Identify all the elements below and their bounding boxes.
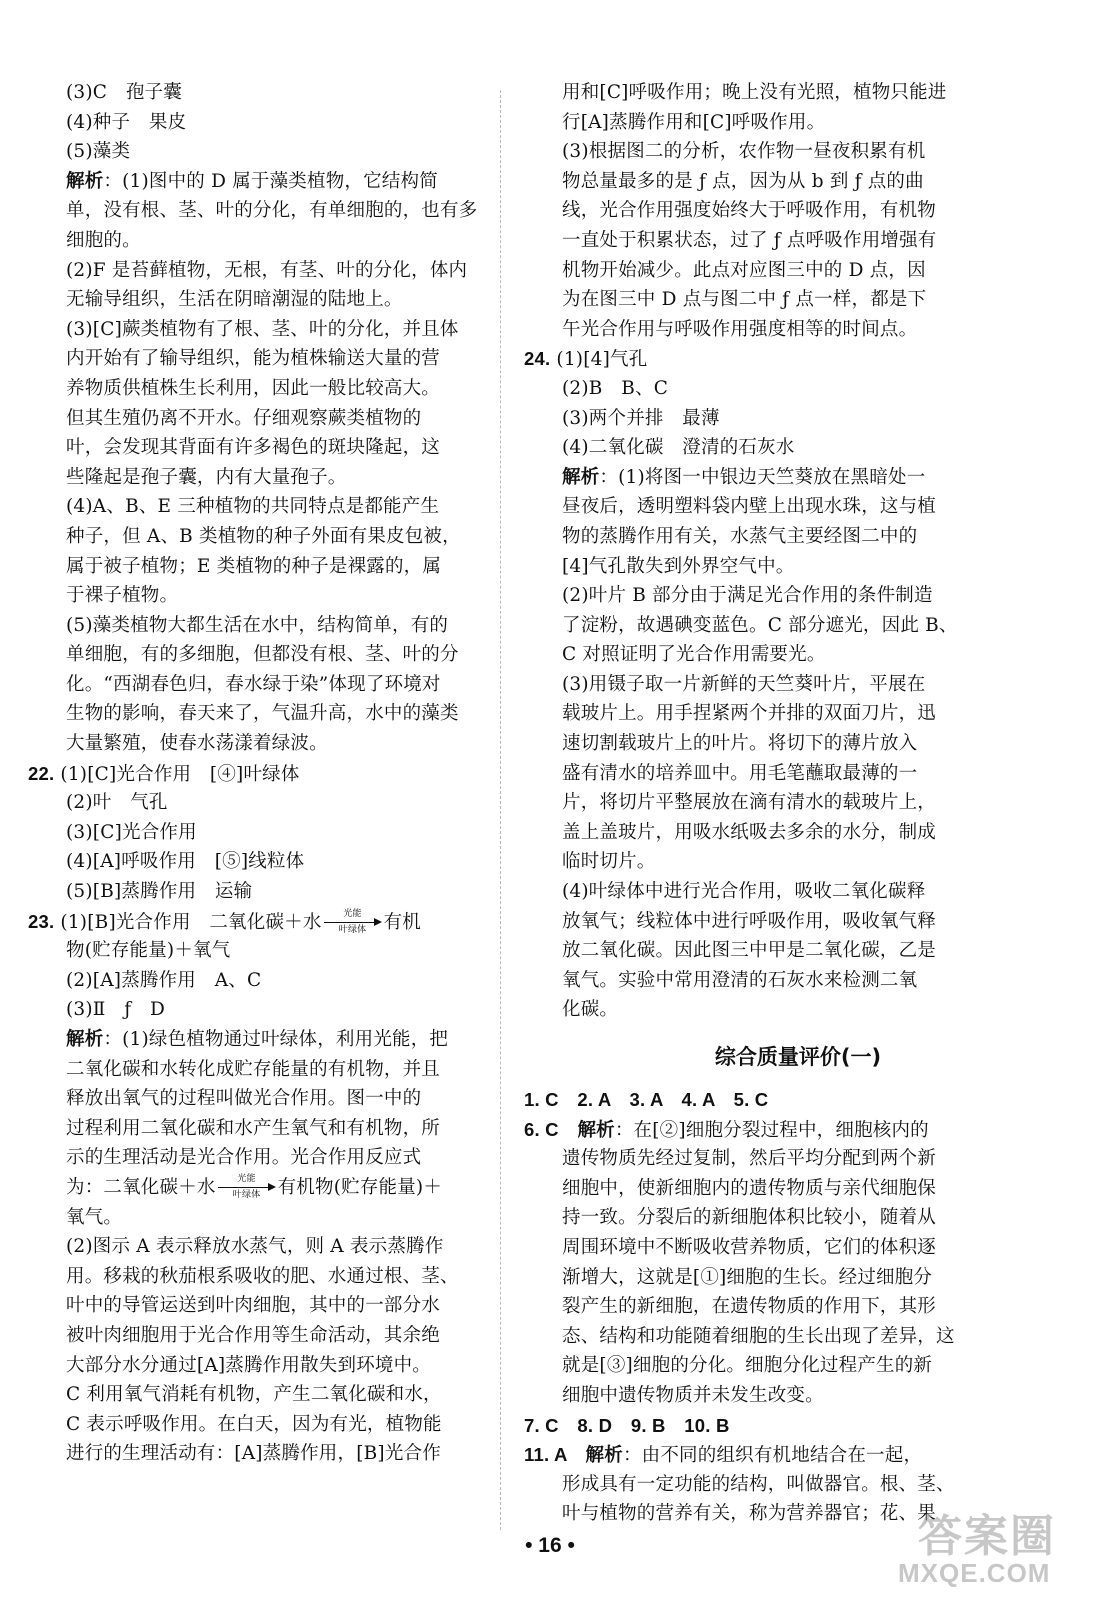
arrow-bottom-label: 叶绿体 bbox=[338, 924, 367, 935]
question-23-line-1 bbox=[28, 907, 490, 937]
text-line: 速切割载玻片上的叶片。将切下的薄片放入 bbox=[562, 733, 918, 755]
text-line: 种子，但 A、B 类植物的种子外面有果皮包被， bbox=[66, 525, 461, 547]
analysis-label: 解析 bbox=[66, 170, 104, 192]
left-column bbox=[28, 78, 490, 1469]
question-number: 11. A bbox=[524, 1444, 586, 1466]
text-span: ：由不同的组织有机地结合在一起， bbox=[622, 1445, 923, 1467]
text-line: 单细胞，有的多细胞，但都没有根、茎、叶的分 bbox=[66, 644, 459, 666]
text-line: 盖上盖玻片，用吸水纸吸去多余的水分，制成 bbox=[562, 821, 937, 843]
text-line: 大量繁殖，使春水荡漾着绿波。 bbox=[66, 733, 328, 755]
text-line: 氧气。实验中常用澄清的石灰水来检测二氧 bbox=[562, 969, 918, 991]
question-number: 22. bbox=[28, 762, 55, 784]
text-line: 遗传物质先经过复制，然后平均分配到两个新 bbox=[562, 1148, 937, 1170]
question-number: 24. bbox=[524, 348, 551, 370]
text-line: 片，将切片平整展放在滴有清水的载玻片上， bbox=[562, 792, 937, 814]
text-line: (3)根据图二的分析，农作物一昼夜积累有机 bbox=[562, 141, 926, 163]
right-column bbox=[524, 78, 1072, 1529]
text-line: (4)[A]呼吸作用 [⑤]线粒体 bbox=[66, 851, 305, 873]
text-line: 放二氧化碳。因此图三中甲是二氧化碳，乙是 bbox=[562, 940, 937, 962]
text-line: 线，光合作用强度始终大于呼吸作用，有机物 bbox=[562, 200, 937, 222]
text-line: 渐增大，这就是[①]细胞的生长。经过细胞分 bbox=[562, 1266, 933, 1288]
watermark-url: MXQE.COM bbox=[898, 1558, 1051, 1588]
text-line: (5)[B]蒸腾作用 运输 bbox=[66, 881, 253, 903]
text-line: 氧气。 bbox=[66, 1206, 123, 1228]
analysis-label: 解析 bbox=[577, 1119, 615, 1141]
text-line: (4)叶绿体中进行光合作用，吸收二氧化碳释 bbox=[562, 881, 926, 903]
text-line: 机物开始减少。此点对应图三中的 D 点，因 bbox=[562, 259, 926, 281]
text-line: C 表示呼吸作用。在白天，因为有光，植物能 bbox=[66, 1413, 442, 1435]
text-line: 过程利用二氧化碳和水产生氧气和有机物，所 bbox=[66, 1117, 441, 1139]
text-line: (5)藻类植物大都生活在水中，结构简单，有的 bbox=[66, 614, 449, 636]
text-span: 有机物(贮存能量)＋ bbox=[277, 1176, 443, 1198]
reaction-arrow bbox=[218, 1173, 276, 1200]
text-line: 但其生殖仍离不开水。仔细观察蕨类植物的 bbox=[66, 407, 422, 429]
analysis-line bbox=[524, 463, 1072, 493]
text-line: 无输导组织，生活在阴暗潮湿的陆地上。 bbox=[66, 289, 403, 311]
text-line: (3)两个并排 最薄 bbox=[562, 407, 720, 429]
analysis-line bbox=[28, 167, 490, 197]
text-line: 叶与植物的营养有关，称为营养器官；花、果 bbox=[562, 1503, 937, 1525]
page-number: • 16 • bbox=[525, 1534, 575, 1557]
text-line: (2)F 是苔藓植物，无根，有茎、叶的分化，体内 bbox=[66, 259, 468, 281]
watermark-logo bbox=[898, 1500, 1088, 1596]
text-line: 叶，会发现其背面有许多褐色的斑块隆起，这 bbox=[66, 437, 441, 459]
text-line: (4)A、B、E 三种植物的共同特点是都能产生 bbox=[66, 496, 440, 518]
text-line: [4]气孔散失到外界空气中。 bbox=[562, 555, 795, 577]
text-line: 细胞中遗传物质并未发生改变。 bbox=[562, 1384, 824, 1406]
text-line: (4)种子 果皮 bbox=[66, 111, 187, 133]
text-line: 临时切片。 bbox=[562, 851, 656, 873]
text-line: (3)Ⅱ ƒ D bbox=[66, 999, 166, 1021]
watermark-text: 答案圈 bbox=[918, 1511, 1056, 1562]
text-span: 为：二氧化碳＋水 bbox=[66, 1176, 216, 1198]
analysis-line bbox=[28, 1025, 490, 1055]
text-line: (3)用镊子取一片新鲜的天竺葵叶片，平展在 bbox=[562, 673, 926, 695]
question-11-line-1 bbox=[524, 1440, 1072, 1470]
text-line: (2)[A]蒸腾作用 A、C bbox=[66, 969, 262, 991]
text-line: 内开始有了输导组织，能为植株输送大量的营 bbox=[66, 348, 441, 370]
text-line: 午光合作用与呼吸作用强度相等的时间点。 bbox=[562, 318, 918, 340]
question-22-line-1 bbox=[28, 759, 490, 789]
text-line: 物总量最多的是 ƒ 点，因为从 b 到 ƒ 点的曲 bbox=[562, 170, 924, 192]
text-line: 进行的生理活动有：[A]蒸腾作用，[B]光合作 bbox=[66, 1443, 441, 1465]
text-line: 为在图三中 D 点与图二中 ƒ 点一样，都是下 bbox=[562, 289, 927, 311]
text-line: 属于被子植物；E 类植物的种子是裸露的，属 bbox=[66, 555, 442, 577]
arrow-shaft bbox=[218, 1187, 270, 1188]
analysis-label: 解析 bbox=[562, 466, 600, 488]
column-divider bbox=[500, 90, 501, 1530]
text-line: 被叶肉细胞用于光合作用等生命活动，其余绝 bbox=[66, 1324, 441, 1346]
text-line: 形成具有一定功能的结构，叫做器官。根、茎、 bbox=[562, 1473, 955, 1495]
text-line: 示的生理活动是光合作用。光合作用反应式 bbox=[66, 1147, 422, 1169]
text-line: 裂产生的新细胞，在遗传物质的作用下，其形 bbox=[562, 1296, 937, 1318]
text-line: 用。移栽的秋茄根系吸收的肥、水通过根、茎、 bbox=[66, 1265, 459, 1287]
text-line: 单，没有根、茎、叶的分化，有单细胞的，也有多 bbox=[66, 200, 478, 222]
text-line: 养物质供植株生长利用，因此一般比较高大。 bbox=[66, 377, 441, 399]
text-line: 叶中的导管运送到叶肉细胞，其中的一部分水 bbox=[66, 1295, 441, 1317]
text-line: (3)[C]蕨类植物有了根、茎、叶的分化，并且体 bbox=[66, 318, 459, 340]
answer-row: 1. C 2. A 3. A 4. A 5. C bbox=[524, 1089, 769, 1110]
question-number: 23. bbox=[28, 910, 55, 932]
text-line: C 对照证明了光合作用需要光。 bbox=[562, 644, 826, 666]
text-line: (5)藻类 bbox=[66, 141, 131, 163]
text-line: (4)二氧化碳 澄清的石灰水 bbox=[562, 437, 795, 459]
equation-line bbox=[28, 1173, 490, 1203]
text-line: 就是[③]细胞的分化。细胞分化过程产生的新 bbox=[562, 1355, 933, 1377]
text-line: 周围环境中不断吸收营养物质，它们的体积逐 bbox=[562, 1236, 937, 1258]
text-line: 盛有清水的培养皿中。用毛笔蘸取最薄的一 bbox=[562, 762, 918, 784]
text-line: 细胞的。 bbox=[66, 229, 141, 251]
text-line: 些隆起是孢子囊，内有大量孢子。 bbox=[66, 466, 347, 488]
reaction-arrow bbox=[324, 908, 382, 935]
text-line: 昼夜后，透明塑料袋内壁上出现水珠，这与植 bbox=[562, 496, 937, 518]
text-line: 释放出氧气的过程叫做光合作用。图一中的 bbox=[66, 1088, 422, 1110]
text-line: 了淀粉，故遇碘变蓝色。C 部分遮光，因此 B、 bbox=[562, 614, 958, 636]
answer-row: 7. C 8. D 9. B 10. B bbox=[524, 1414, 730, 1436]
text-line: (2)图示 A 表示释放水蒸气，则 A 表示蒸腾作 bbox=[66, 1236, 444, 1258]
text-line: C 利用氧气消耗有机物，产生二氧化碳和水， bbox=[66, 1384, 442, 1406]
text-line: 化碳。 bbox=[562, 999, 619, 1021]
question-24-line-1 bbox=[524, 344, 1072, 374]
text-span: 有机 bbox=[383, 911, 421, 933]
text-line: 二氧化碳和水转化成贮存能量的有机物，并且 bbox=[66, 1058, 441, 1080]
text-line: (2)B B、C bbox=[562, 377, 669, 399]
text-line: 于裸子植物。 bbox=[66, 585, 179, 607]
arrow-top-label: 光能 bbox=[343, 908, 362, 919]
text-line: 物的蒸腾作用有关，水蒸气主要经图二中的 bbox=[562, 525, 918, 547]
text-line: 细胞中，使新细胞内的遗传物质与亲代细胞保 bbox=[562, 1177, 937, 1199]
text-line: 生物的影响，春天来了，气温升高，水中的藻类 bbox=[66, 703, 459, 725]
text-span: ：(1)将图一中银边天竺葵放在黑暗处一 bbox=[599, 466, 926, 488]
arrow-shaft bbox=[324, 922, 376, 923]
text-line: (3)C 孢子囊 bbox=[66, 82, 182, 103]
text-span: (1)[4]气孔 bbox=[556, 349, 648, 371]
text-line: 物(贮存能量)＋氧气 bbox=[66, 940, 231, 962]
text-line: (3)[C]光合作用 bbox=[66, 821, 197, 843]
text-line: 行[A]蒸腾作用和[C]呼吸作用。 bbox=[562, 111, 826, 133]
text-line: 一直处于积累状态，过了 ƒ 点呼吸作用增强有 bbox=[562, 229, 937, 251]
text-line: 持一致。分裂后的新细胞体积比较小，随着从 bbox=[562, 1207, 937, 1229]
text-line: 用和[C]呼吸作用；晚上没有光照，植物只能进 bbox=[562, 82, 947, 103]
text-line: 化。“西湖春色归，春水绿于染”体现了环境对 bbox=[66, 673, 441, 695]
text-span: ：(1)图中的 D 属于藻类植物，它结构简 bbox=[103, 170, 438, 192]
text-line: 载玻片上。用手捏紧两个并排的双面刀片，迅 bbox=[562, 703, 937, 725]
text-span: ：在[②]细胞分裂过程中，细胞核内的 bbox=[614, 1119, 929, 1141]
text-line: 放氧气；线粒体中进行呼吸作用，吸收氧气释 bbox=[562, 910, 937, 932]
text-span: (1)[B]光合作用 二氧化碳＋水 bbox=[60, 911, 322, 933]
analysis-label: 解析 bbox=[66, 1029, 104, 1050]
arrow-bottom-label: 叶绿体 bbox=[232, 1189, 261, 1200]
text-line: (2)叶片 B 部分由于满足光合作用的条件制造 bbox=[562, 585, 933, 607]
analysis-label: 解析 bbox=[585, 1445, 623, 1467]
question-number: 6. C bbox=[524, 1118, 578, 1140]
section-title: 综合质量评价(一) bbox=[714, 1045, 882, 1069]
text-span: ：(1)绿色植物通过叶绿体，利用光能，把 bbox=[103, 1029, 449, 1050]
text-line: 大部分水分通过[A]蒸腾作用散失到环境中。 bbox=[66, 1354, 431, 1376]
text-span: (1)[C]光合作用 [④]叶绿体 bbox=[60, 763, 300, 785]
text-line: 态、结构和功能随着细胞的生长出现了差异，这 bbox=[562, 1325, 955, 1347]
text-line: (2)叶 气孔 bbox=[66, 792, 168, 814]
question-6-line-1 bbox=[524, 1115, 1072, 1145]
arrow-top-label: 光能 bbox=[237, 1173, 256, 1184]
